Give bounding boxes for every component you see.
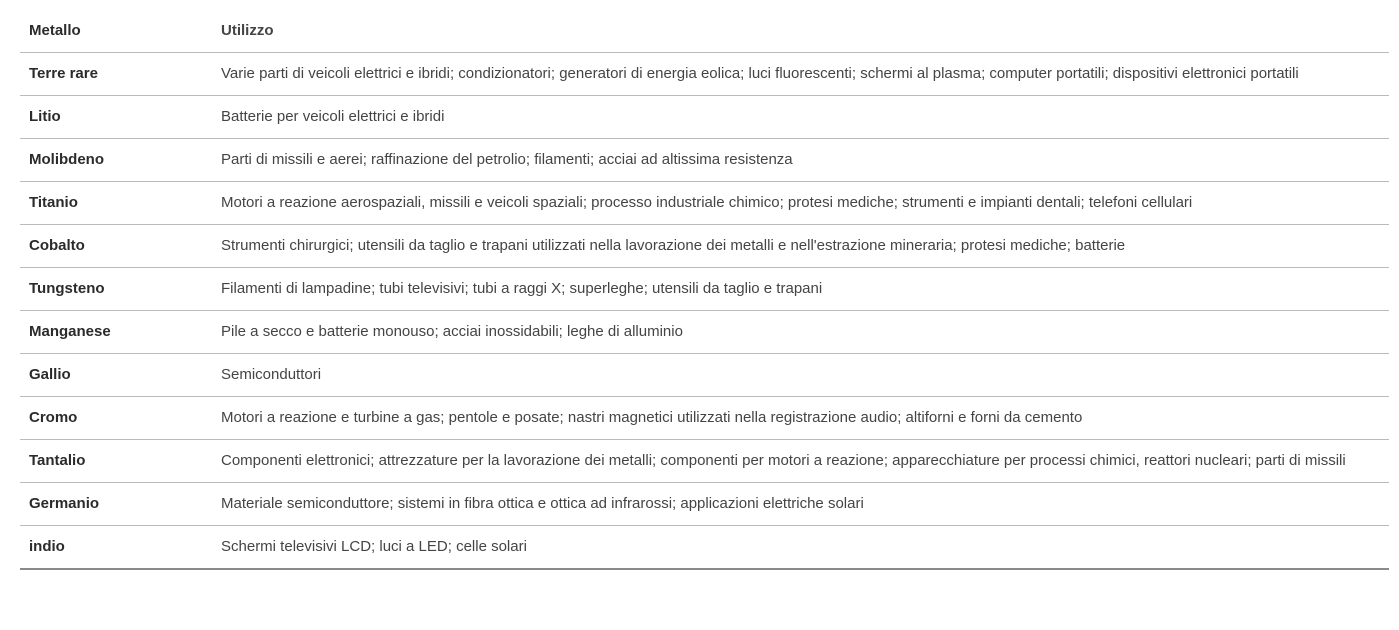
table-row (20, 440, 1389, 483)
metal-name: Litio (20, 96, 212, 139)
table-row (20, 96, 1389, 139)
metal-name: Manganese (20, 311, 212, 354)
metals-table-container (20, 10, 1389, 570)
metal-name: Tungsteno (20, 268, 212, 311)
header-use: Utilizzo (212, 10, 1389, 53)
metal-name: Germanio (20, 483, 212, 526)
metal-use: Motori a reazione aerospaziali, missili e veicoli spaziali; processo industriale chimico; protesi mediche; strumenti e impianti dentali; telefoni cellulari (212, 182, 1389, 225)
table-row (20, 354, 1389, 397)
metal-use: Batterie per veicoli elettrici e ibridi (212, 96, 1389, 139)
metal-name: Cobalto (20, 225, 212, 268)
table-row (20, 225, 1389, 268)
table-body (20, 53, 1389, 570)
metal-use: Filamenti di lampadine; tubi televisivi; tubi a raggi X; superleghe; utensili da taglio e trapani (212, 268, 1389, 311)
metal-name: Gallio (20, 354, 212, 397)
table-row (20, 526, 1389, 570)
table-header (20, 10, 1389, 53)
metals-table (20, 10, 1389, 570)
header-row (20, 10, 1389, 53)
metal-name: Molibdeno (20, 139, 212, 182)
metal-use: Materiale semiconduttore; sistemi in fibra ottica e ottica ad infrarossi; applicazioni elettriche solari (212, 483, 1389, 526)
metal-name: Cromo (20, 397, 212, 440)
metal-name: Terre rare (20, 53, 212, 96)
header-metal: Metallo (20, 10, 212, 53)
metal-name: Tantalio (20, 440, 212, 483)
table-row (20, 483, 1389, 526)
metal-use: Componenti elettronici; attrezzature per la lavorazione dei metalli; componenti per motori a reazione; apparecchiature per processi chimici, reattori nucleari; parti di missili (212, 440, 1389, 483)
metal-name: indio (20, 526, 212, 570)
table-row (20, 268, 1389, 311)
table-row (20, 53, 1389, 96)
metal-use: Strumenti chirurgici; utensili da taglio e trapani utilizzati nella lavorazione dei metalli e nell'estrazione mineraria; protesi mediche; batterie (212, 225, 1389, 268)
table-row (20, 397, 1389, 440)
metal-name: Titanio (20, 182, 212, 225)
table-row (20, 139, 1389, 182)
metal-use: Pile a secco e batterie monouso; acciai inossidabili; leghe di alluminio (212, 311, 1389, 354)
metal-use: Schermi televisivi LCD; luci a LED; celle solari (212, 526, 1389, 570)
table-row (20, 311, 1389, 354)
table-row (20, 182, 1389, 225)
metal-use: Motori a reazione e turbine a gas; pentole e posate; nastri magnetici utilizzati nella registrazione audio; altiforni e forni da cemento (212, 397, 1389, 440)
metal-use: Parti di missili e aerei; raffinazione del petrolio; filamenti; acciai ad altissima resistenza (212, 139, 1389, 182)
metal-use: Varie parti di veicoli elettrici e ibridi; condizionatori; generatori di energia eolica; luci fluorescenti; schermi al plasma; computer portatili; dispositivi elettronici portatili (212, 53, 1389, 96)
metal-use: Semiconduttori (212, 354, 1389, 397)
